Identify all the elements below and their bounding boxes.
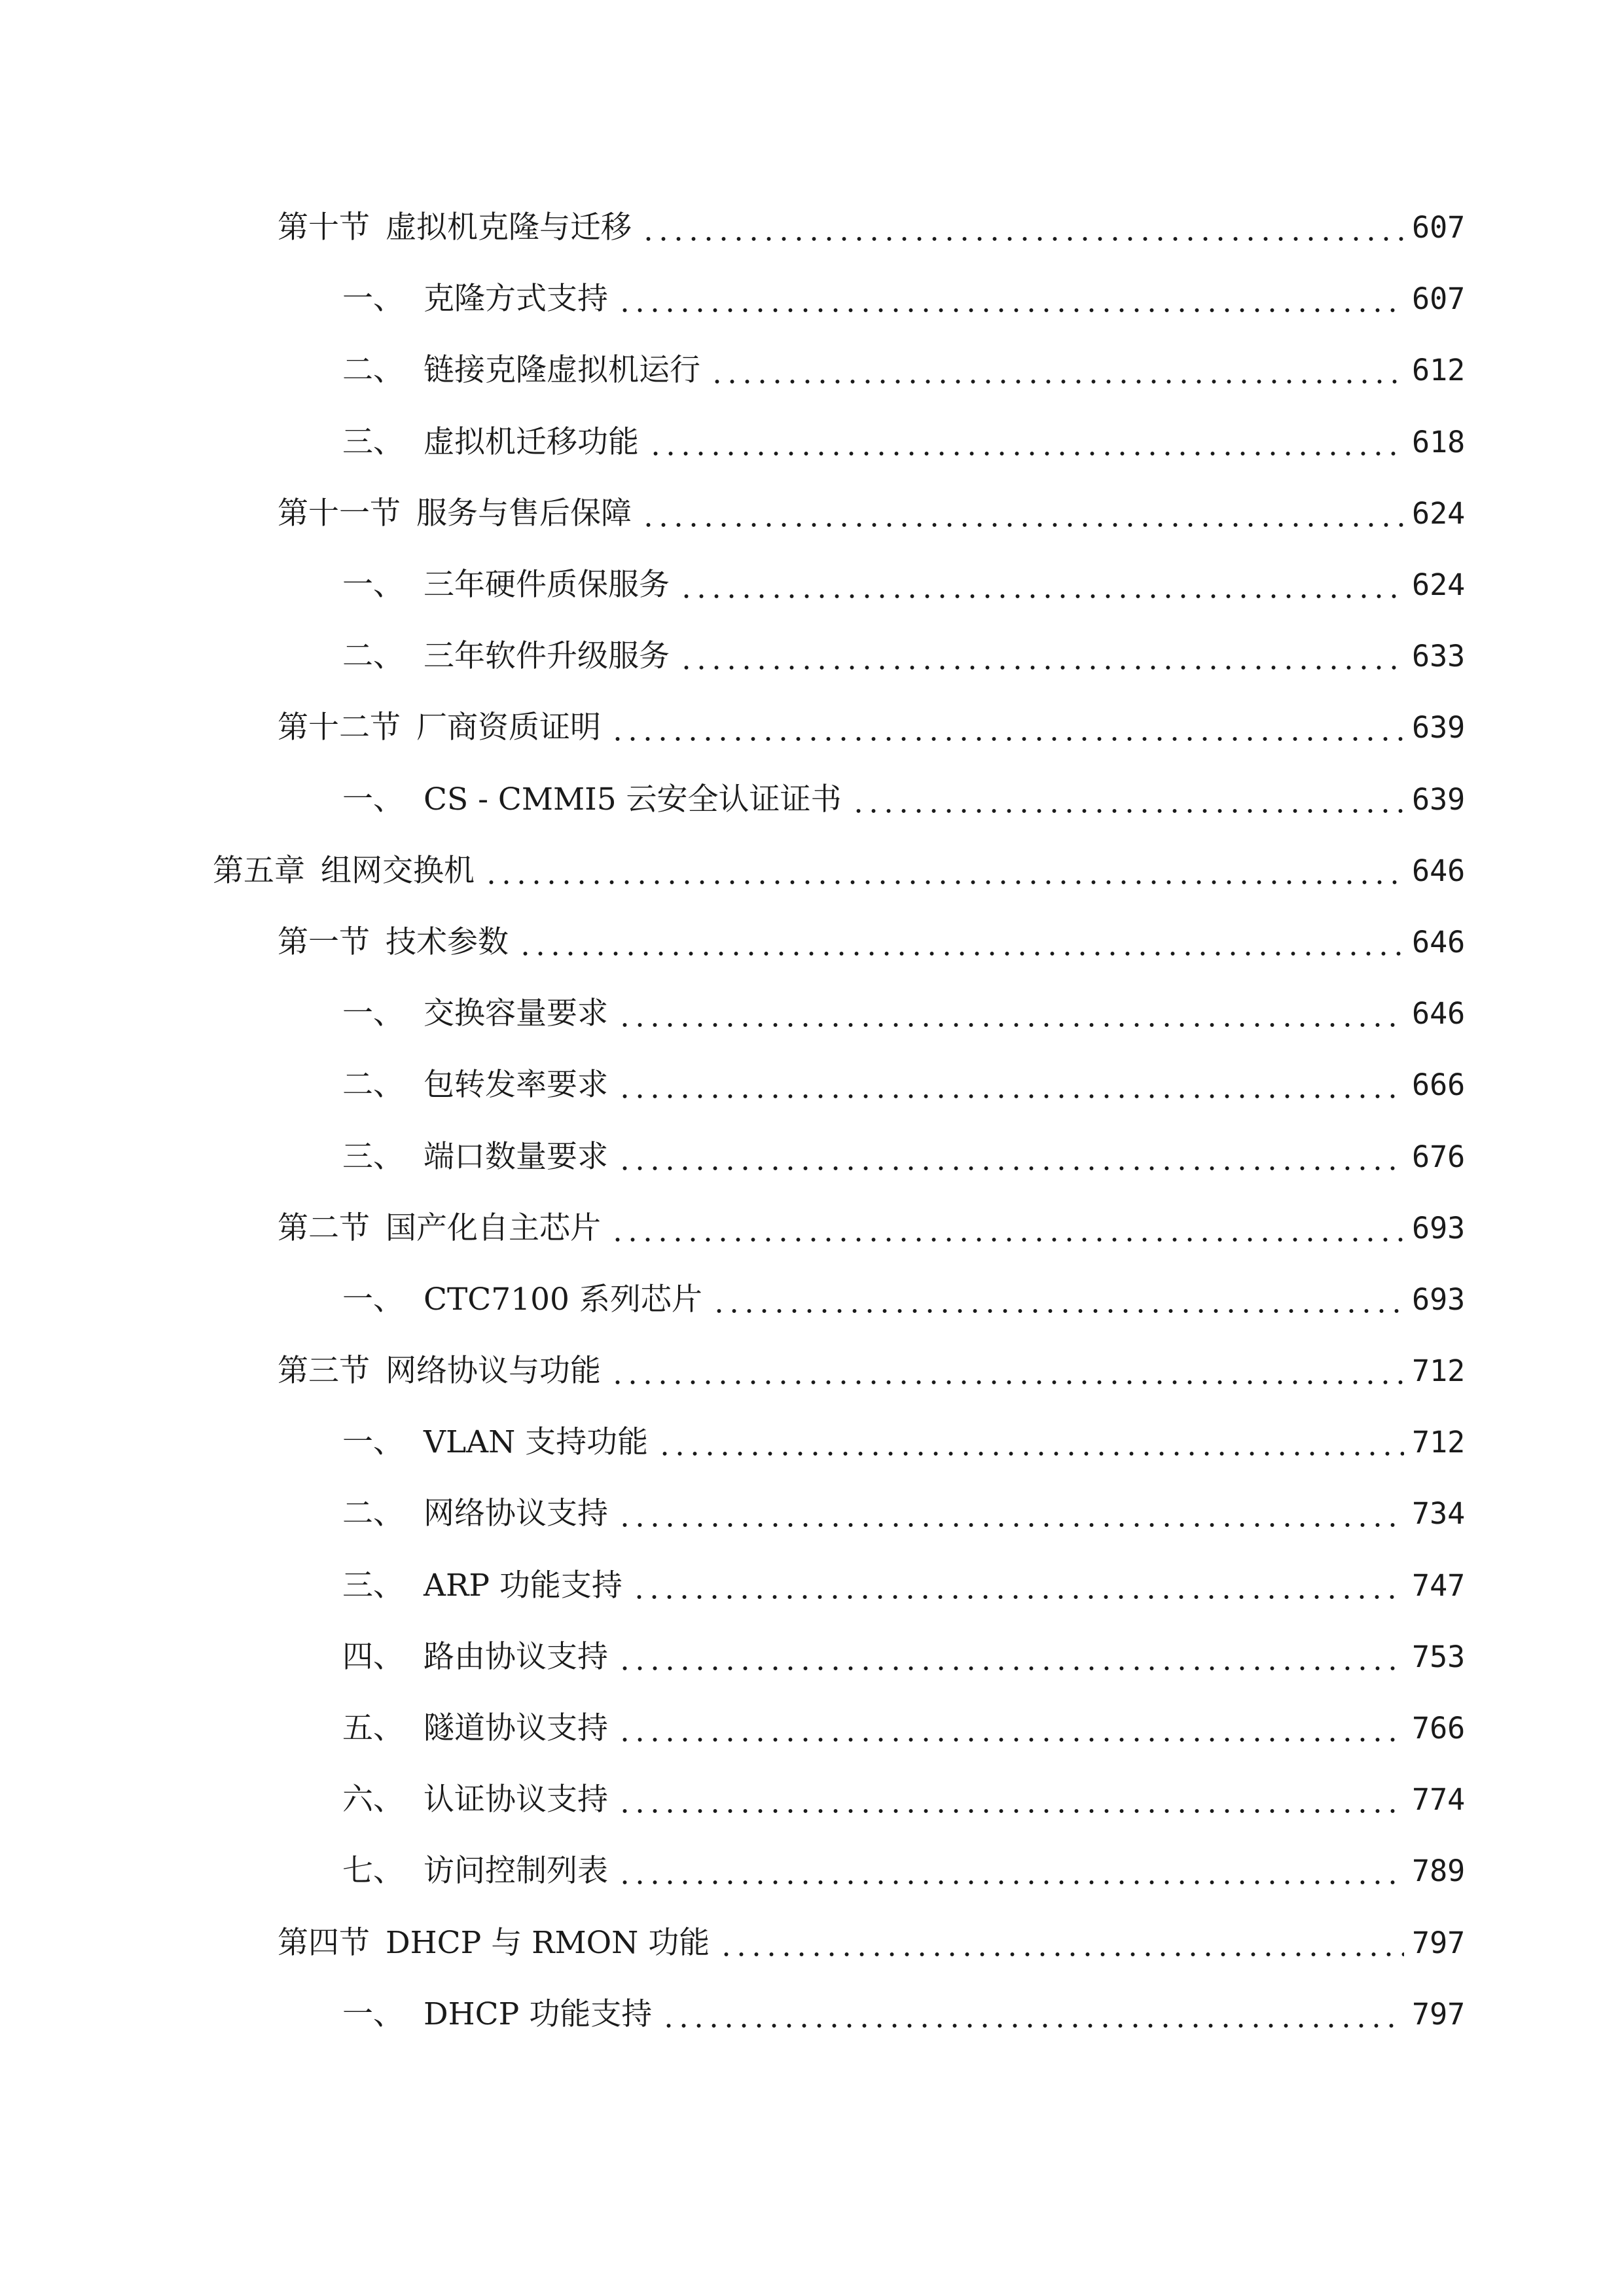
toc-entry-heading bbox=[342, 1710, 608, 1747]
toc-entry[interactable] bbox=[0, 692, 1624, 763]
toc-entry[interactable] bbox=[0, 478, 1624, 549]
toc-page-number: 646 bbox=[1412, 996, 1466, 1031]
toc-entry[interactable] bbox=[0, 1478, 1624, 1549]
toc-entry-number: 一、 bbox=[342, 1996, 404, 2032]
toc-page-number: 693 bbox=[1412, 1210, 1466, 1246]
toc-page-number: 666 bbox=[1412, 1067, 1466, 1103]
toc-page-number: 712 bbox=[1412, 1354, 1466, 1389]
dot-leader bbox=[712, 1284, 1404, 1315]
toc-entry[interactable] bbox=[0, 1550, 1624, 1621]
toc-entry-number: 三、 bbox=[342, 423, 404, 460]
toc-entry-title: 链接克隆虚拟机运行 bbox=[424, 352, 700, 389]
toc-entry[interactable] bbox=[0, 906, 1624, 978]
toc-entry-number: 第三节 bbox=[278, 1353, 370, 1390]
dot-leader bbox=[719, 1928, 1404, 1958]
toc-entry[interactable] bbox=[0, 835, 1624, 906]
toc-entry-title: 认证协议支持 bbox=[424, 1782, 608, 1818]
dot-leader bbox=[661, 1999, 1404, 2030]
toc-entry-number: 二、 bbox=[342, 1496, 404, 1532]
toc-page-number: 753 bbox=[1412, 1639, 1466, 1674]
toc-entry-heading bbox=[342, 352, 700, 389]
toc-entry[interactable] bbox=[0, 1264, 1624, 1335]
toc-entry-heading bbox=[278, 709, 601, 746]
toc-entry-heading bbox=[342, 1782, 608, 1818]
dot-leader bbox=[851, 784, 1404, 815]
toc-page-number: 624 bbox=[1412, 567, 1466, 603]
toc-entry-title: 端口数量要求 bbox=[424, 1138, 608, 1175]
toc-entry-title: 虚拟机迁移功能 bbox=[424, 423, 639, 460]
toc-entry-heading bbox=[342, 567, 670, 603]
toc-entry-title: 服务与售后保障 bbox=[416, 495, 632, 531]
dot-leader bbox=[657, 1427, 1404, 1458]
toc-entry-title: 包转发率要求 bbox=[424, 1067, 608, 1103]
toc-entry[interactable] bbox=[0, 1979, 1624, 2050]
toc-entry-title: 技术参数 bbox=[386, 924, 509, 960]
toc-entry-title: 路由协议支持 bbox=[424, 1638, 608, 1675]
dot-leader bbox=[632, 1570, 1404, 1601]
toc-entry-heading bbox=[278, 209, 632, 246]
toc-page-number: 747 bbox=[1412, 1568, 1466, 1603]
dot-leader bbox=[617, 283, 1404, 314]
toc-entry-title: 厂商资质证明 bbox=[416, 709, 601, 746]
toc-page-number: 797 bbox=[1412, 1996, 1466, 2032]
dot-leader bbox=[617, 1641, 1404, 1672]
toc-entry[interactable] bbox=[0, 549, 1624, 620]
toc-entry[interactable] bbox=[0, 192, 1624, 263]
toc-entry-title: 网络协议与功能 bbox=[386, 1353, 601, 1390]
toc-entry-title: 网络协议支持 bbox=[424, 1496, 608, 1532]
toc-entry-heading bbox=[213, 852, 475, 889]
toc-entry[interactable] bbox=[0, 764, 1624, 835]
toc-entry[interactable] bbox=[0, 978, 1624, 1049]
toc-page-number: 693 bbox=[1412, 1282, 1466, 1317]
toc-entry-heading bbox=[278, 924, 509, 960]
toc-entry[interactable] bbox=[0, 1335, 1624, 1407]
toc-entry[interactable] bbox=[0, 1407, 1624, 1478]
toc-entry-heading bbox=[342, 1996, 653, 2032]
toc-entry-heading bbox=[342, 1638, 608, 1675]
dot-leader bbox=[710, 355, 1404, 386]
toc-entry[interactable] bbox=[0, 334, 1624, 406]
dot-leader bbox=[648, 427, 1404, 457]
dot-leader bbox=[641, 498, 1404, 529]
toc-entry-number: 一、 bbox=[342, 1424, 404, 1461]
dot-leader bbox=[617, 1784, 1404, 1815]
toc-entry-title: 交换容量要求 bbox=[424, 996, 608, 1032]
toc-entry-number: 二、 bbox=[342, 1067, 404, 1103]
toc-entry-number: 第二节 bbox=[278, 1210, 370, 1246]
toc-page-number: 639 bbox=[1412, 710, 1466, 745]
dot-leader bbox=[610, 1355, 1404, 1386]
toc-entry-number: 第一节 bbox=[278, 924, 370, 960]
toc-page-number: 612 bbox=[1412, 353, 1466, 388]
dot-leader bbox=[617, 998, 1404, 1029]
toc-entry-heading bbox=[342, 1281, 702, 1318]
dot-leader bbox=[617, 1856, 1404, 1886]
dot-leader bbox=[518, 927, 1404, 958]
toc-entry-number: 七、 bbox=[342, 1853, 404, 1890]
dot-leader bbox=[610, 712, 1404, 743]
toc-entry-number: 第四节 bbox=[278, 1924, 370, 1961]
dot-leader bbox=[679, 641, 1404, 672]
toc-entry-number: 二、 bbox=[342, 638, 404, 675]
dot-leader bbox=[484, 855, 1404, 886]
toc-entry-title: 隧道协议支持 bbox=[424, 1710, 608, 1747]
dot-leader bbox=[617, 1713, 1404, 1744]
toc-entry-number: 第十二节 bbox=[278, 709, 401, 746]
toc-entry-title: VLAN 支持功能 bbox=[424, 1424, 649, 1461]
toc-page-number: 618 bbox=[1412, 424, 1466, 459]
toc-entry[interactable] bbox=[0, 1193, 1624, 1264]
toc-entry-number: 第十一节 bbox=[278, 495, 401, 531]
toc-entry-number: 四、 bbox=[342, 1638, 404, 1675]
toc-entry-title: 三年硬件质保服务 bbox=[424, 567, 670, 603]
dot-leader bbox=[641, 212, 1404, 243]
toc-entry-heading bbox=[342, 996, 608, 1032]
toc-entry-title: CTC7100 系列芯片 bbox=[424, 1281, 702, 1318]
toc-entry-number: 二、 bbox=[342, 352, 404, 389]
toc-entry[interactable] bbox=[0, 620, 1624, 692]
toc-entry-title: 国产化自主芯片 bbox=[386, 1210, 601, 1246]
toc-entry-heading bbox=[342, 281, 608, 317]
toc-entry[interactable] bbox=[0, 263, 1624, 334]
toc-entry-heading bbox=[278, 1353, 601, 1390]
toc-page-number: 734 bbox=[1412, 1496, 1466, 1532]
toc-page-number: 797 bbox=[1412, 1925, 1466, 1960]
toc-entry-number: 第十节 bbox=[278, 209, 370, 246]
toc-entry-heading bbox=[342, 1424, 649, 1461]
toc-entry-title: 三年软件升级服务 bbox=[424, 638, 670, 675]
toc-entry-title: DHCP 与 RMON 功能 bbox=[386, 1924, 710, 1961]
toc-entry-title: ARP 功能支持 bbox=[424, 1567, 623, 1604]
toc-entry-heading bbox=[342, 1496, 608, 1532]
toc-entry-title: 访问控制列表 bbox=[424, 1853, 608, 1890]
toc-entry-heading bbox=[278, 1924, 710, 1961]
toc-entry-number: 一、 bbox=[342, 281, 404, 317]
toc-entry-number: 一、 bbox=[342, 567, 404, 603]
toc-page-number: 646 bbox=[1412, 924, 1466, 960]
toc-page-number: 624 bbox=[1412, 495, 1466, 531]
toc-entry-heading bbox=[342, 638, 670, 675]
toc-entry-number: 三、 bbox=[342, 1567, 404, 1604]
toc-entry[interactable] bbox=[0, 1835, 1624, 1907]
toc-page-number: 789 bbox=[1412, 1854, 1466, 1889]
toc-page-number: 639 bbox=[1412, 781, 1466, 817]
toc-entry-number: 一、 bbox=[342, 781, 404, 817]
toc-page-number: 676 bbox=[1412, 1139, 1466, 1174]
toc-entry-title: 克隆方式支持 bbox=[424, 281, 608, 317]
toc-entry-title: DHCP 功能支持 bbox=[424, 1996, 653, 2032]
toc-entry-number: 一、 bbox=[342, 1281, 404, 1318]
toc-page-number: 633 bbox=[1412, 639, 1466, 674]
toc-entry[interactable] bbox=[0, 1764, 1624, 1835]
toc-entry-title: 虚拟机克隆与迁移 bbox=[386, 209, 632, 246]
toc-entry-heading bbox=[342, 781, 842, 817]
dot-leader bbox=[610, 1213, 1404, 1244]
toc-entry-number: 五、 bbox=[342, 1710, 404, 1747]
toc-entry-number: 一、 bbox=[342, 996, 404, 1032]
toc-entry[interactable] bbox=[0, 1693, 1624, 1764]
toc-entry[interactable] bbox=[0, 406, 1624, 478]
toc-page-number: 607 bbox=[1412, 281, 1466, 317]
toc-entry-heading bbox=[342, 1138, 608, 1175]
toc-page-number: 774 bbox=[1412, 1782, 1466, 1818]
toc-entry-number: 六、 bbox=[342, 1782, 404, 1818]
toc-page-number: 607 bbox=[1412, 210, 1466, 245]
dot-leader bbox=[679, 569, 1404, 600]
toc-entry-heading bbox=[278, 1210, 601, 1246]
dot-leader bbox=[617, 1141, 1404, 1172]
toc-entry-number: 三、 bbox=[342, 1138, 404, 1175]
toc-entry-title: 组网交换机 bbox=[321, 852, 475, 889]
toc-entry-title: CS - CMMI5 云安全认证证书 bbox=[424, 781, 842, 817]
toc-page-number: 766 bbox=[1412, 1711, 1466, 1746]
toc-entry-number: 第五章 bbox=[213, 852, 305, 889]
toc-entry-heading bbox=[278, 495, 632, 531]
toc-entry[interactable] bbox=[0, 1121, 1624, 1192]
toc-entry[interactable] bbox=[0, 1049, 1624, 1121]
toc-entry[interactable] bbox=[0, 1621, 1624, 1693]
toc-page-number: 712 bbox=[1412, 1425, 1466, 1460]
toc-entry-heading bbox=[342, 1853, 608, 1890]
toc-entry-heading bbox=[342, 423, 639, 460]
table-of-contents bbox=[0, 192, 1624, 2050]
toc-entry-heading bbox=[342, 1567, 623, 1604]
dot-leader bbox=[617, 1498, 1404, 1529]
toc-page-number: 646 bbox=[1412, 853, 1466, 888]
toc-entry-heading bbox=[342, 1067, 608, 1103]
dot-leader bbox=[617, 1069, 1404, 1100]
toc-entry[interactable] bbox=[0, 1907, 1624, 1979]
